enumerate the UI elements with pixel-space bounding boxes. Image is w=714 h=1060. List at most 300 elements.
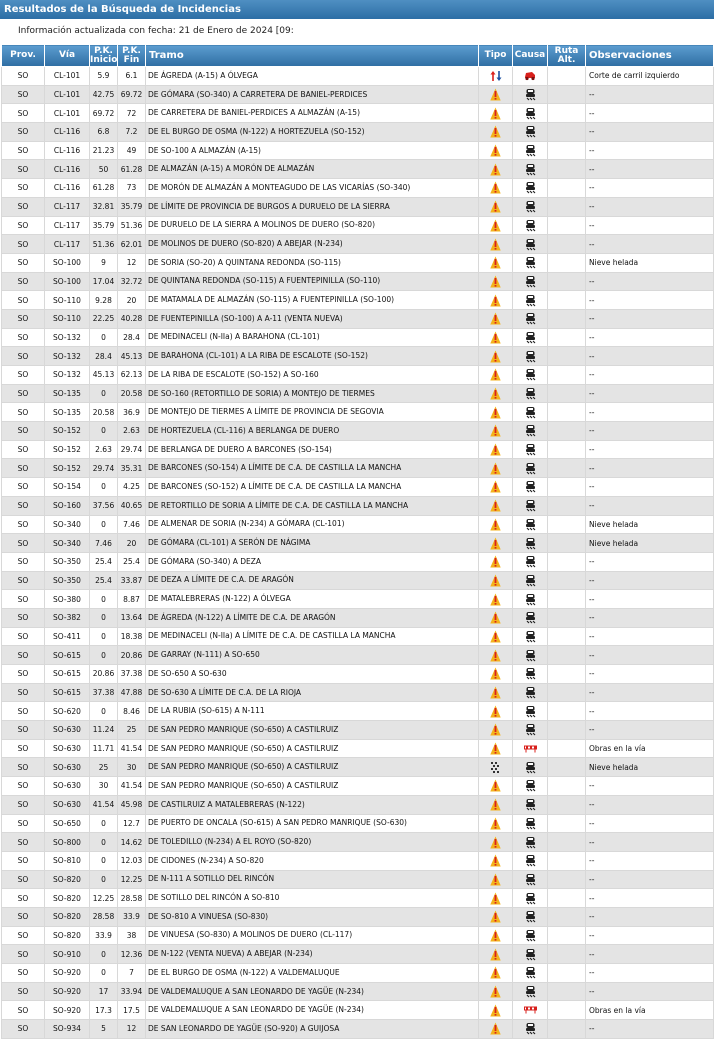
warning-icon[interactable] — [479, 294, 512, 307]
cell-ruta-alt — [548, 571, 586, 590]
table-row[interactable] — [2, 552, 714, 571]
cell-ruta-alt — [548, 216, 586, 235]
cell-ruta-alt — [548, 851, 586, 870]
chains-required-icon[interactable] — [513, 667, 547, 680]
cell-tipo — [479, 253, 513, 272]
cell-ruta-alt — [548, 870, 586, 889]
cell-tipo — [479, 964, 513, 983]
cell-tramo: DE ALMAZÁN (A-15) A MORÓN DE ALMAZÁN — [146, 160, 479, 179]
header-causa[interactable]: Causa — [513, 45, 548, 67]
cell-tramo: DE MATALEBRERAS (N-122) A ÓLVEGA — [146, 590, 479, 609]
table-row[interactable] — [2, 366, 714, 385]
cell-via: SO-110 — [45, 309, 90, 328]
chains-required-icon[interactable] — [513, 368, 547, 381]
cell-pk-inicio: 37.38 — [90, 683, 118, 702]
table-row[interactable] — [2, 179, 714, 198]
table-row[interactable] — [2, 309, 714, 328]
table-row[interactable] — [2, 683, 714, 702]
chains-required-icon[interactable] — [513, 910, 547, 923]
cell-tipo — [479, 721, 513, 740]
warning-icon[interactable] — [479, 686, 512, 699]
warning-icon[interactable] — [479, 574, 512, 587]
warning-icon[interactable] — [479, 181, 512, 194]
cell-pk-inicio: 21.23 — [90, 141, 118, 160]
table-row[interactable] — [2, 347, 714, 366]
chains-required-icon[interactable] — [513, 705, 547, 718]
cell-causa — [513, 665, 548, 684]
warning-icon[interactable] — [479, 779, 512, 792]
warning-icon[interactable] — [479, 537, 512, 550]
table-row[interactable] — [2, 384, 714, 403]
chains-required-icon[interactable] — [513, 312, 547, 325]
warning-icon[interactable] — [479, 667, 512, 680]
chains-required-icon[interactable] — [513, 854, 547, 867]
chains-required-icon[interactable] — [513, 649, 547, 662]
cell-pk-fin: 8.87 — [118, 590, 146, 609]
cell-causa — [513, 926, 548, 945]
cell-tramo: DE VALDEMALUQUE A SAN LEONARDO DE YAGÜE (N-234) — [146, 982, 479, 1001]
table-row[interactable] — [2, 272, 714, 291]
cell-tipo — [479, 440, 513, 459]
cell-ruta-alt — [548, 328, 586, 347]
cell-via: SO-920 — [45, 964, 90, 983]
warning-icon[interactable] — [479, 1004, 512, 1017]
cell-tramo: DE GÓMARA (CL-101) A SERÓN DE NÁGIMA — [146, 534, 479, 553]
cell-observaciones: -- — [586, 366, 714, 385]
chains-required-icon[interactable] — [513, 873, 547, 886]
warning-icon[interactable] — [479, 985, 512, 998]
warning-icon[interactable] — [479, 910, 512, 923]
cell-pk-fin: 20 — [118, 291, 146, 310]
cell-via: SO-132 — [45, 366, 90, 385]
table-row[interactable] — [2, 104, 714, 123]
cell-causa — [513, 646, 548, 665]
cell-tipo — [479, 478, 513, 497]
cell-via: SO-340 — [45, 534, 90, 553]
cell-via: SO-620 — [45, 702, 90, 721]
cell-ruta-alt — [548, 758, 586, 777]
table-row[interactable] — [2, 758, 714, 777]
cell-pk-inicio: 28.4 — [90, 347, 118, 366]
chains-required-icon[interactable] — [513, 125, 547, 138]
cell-observaciones: -- — [586, 104, 714, 123]
cell-prov: SO — [2, 851, 45, 870]
warning-icon[interactable] — [479, 387, 512, 400]
table-row[interactable] — [2, 739, 714, 758]
chains-required-icon[interactable] — [513, 798, 547, 811]
accident-car-icon[interactable] — [513, 70, 547, 81]
warning-icon[interactable] — [479, 144, 512, 157]
table-row[interactable] — [2, 608, 714, 627]
cell-ruta-alt — [548, 440, 586, 459]
cell-via: SO-650 — [45, 814, 90, 833]
warning-icon[interactable] — [479, 88, 512, 101]
cell-ruta-alt — [548, 926, 586, 945]
table-row[interactable] — [2, 85, 714, 104]
warning-icon[interactable] — [479, 630, 512, 643]
cell-pk-inicio: 0 — [90, 328, 118, 347]
table-row[interactable] — [2, 982, 714, 1001]
header-tipo[interactable]: Tipo — [479, 45, 513, 67]
warning-icon[interactable] — [479, 200, 512, 213]
table-row[interactable] — [2, 496, 714, 515]
cell-ruta-alt — [548, 123, 586, 142]
cell-causa — [513, 67, 548, 86]
cell-via: SO-152 — [45, 422, 90, 441]
table-row[interactable] — [2, 1001, 714, 1020]
roadworks-barrier-icon[interactable] — [513, 1006, 547, 1014]
header-ruta-alt[interactable]: Ruta Alt. — [548, 45, 586, 67]
chains-required-icon[interactable] — [513, 480, 547, 493]
chains-required-icon[interactable] — [513, 966, 547, 979]
table-row[interactable] — [2, 964, 714, 983]
cell-observaciones: -- — [586, 870, 714, 889]
chains-required-icon[interactable] — [513, 723, 547, 736]
chains-required-icon[interactable] — [513, 948, 547, 961]
warning-icon[interactable] — [479, 593, 512, 606]
warning-icon[interactable] — [479, 929, 512, 942]
chains-required-icon[interactable] — [513, 219, 547, 232]
chains-required-icon[interactable] — [513, 985, 547, 998]
cell-prov: SO — [2, 235, 45, 254]
chains-required-icon[interactable] — [513, 929, 547, 942]
warning-icon[interactable] — [479, 854, 512, 867]
chains-required-icon[interactable] — [513, 499, 547, 512]
cell-causa — [513, 627, 548, 646]
cell-observaciones: -- — [586, 964, 714, 983]
chains-required-icon[interactable] — [513, 574, 547, 587]
chains-required-icon[interactable] — [513, 275, 547, 288]
cell-tramo: DE ÁGREDA (N-122) A LÍMITE DE C.A. DE ARAGÓN — [146, 608, 479, 627]
cell-via: SO-810 — [45, 851, 90, 870]
header-prov[interactable]: Prov. — [2, 45, 45, 67]
cell-tramo: DE SAN PEDRO MANRIQUE (SO-650) A CASTILRUIZ — [146, 777, 479, 796]
cell-via: CL-116 — [45, 141, 90, 160]
cell-pk-fin: 33.87 — [118, 571, 146, 590]
cell-tramo: DE SAN LEONARDO DE YAGÜE (SO-920) A GUIJOSA — [146, 1020, 479, 1039]
cell-causa — [513, 309, 548, 328]
table-row[interactable] — [2, 627, 714, 646]
warning-icon[interactable] — [479, 499, 512, 512]
cell-pk-fin: 38 — [118, 926, 146, 945]
table-row[interactable] — [2, 253, 714, 272]
cell-ruta-alt — [548, 646, 586, 665]
table-row[interactable] — [2, 571, 714, 590]
chains-required-icon[interactable] — [513, 181, 547, 194]
cell-tipo — [479, 926, 513, 945]
cell-via: CL-116 — [45, 123, 90, 142]
warning-icon[interactable] — [479, 892, 512, 905]
warning-icon[interactable] — [479, 518, 512, 531]
chains-required-icon[interactable] — [513, 836, 547, 849]
cell-pk-inicio: 25.4 — [90, 552, 118, 571]
cell-observaciones: -- — [586, 1020, 714, 1039]
cell-pk-fin: 17.5 — [118, 1001, 146, 1020]
cell-pk-inicio: 69.72 — [90, 104, 118, 123]
header-via[interactable]: Vía — [45, 45, 90, 67]
table-row[interactable] — [2, 814, 714, 833]
chains-required-icon[interactable] — [513, 256, 547, 269]
warning-icon[interactable] — [479, 219, 512, 232]
warning-icon[interactable] — [479, 966, 512, 979]
cell-causa — [513, 608, 548, 627]
cell-tipo — [479, 982, 513, 1001]
cell-pk-fin: 18.38 — [118, 627, 146, 646]
chains-required-icon[interactable] — [513, 144, 547, 157]
chains-required-icon[interactable] — [513, 200, 547, 213]
table-row[interactable] — [2, 235, 714, 254]
cell-tipo — [479, 309, 513, 328]
two-way-traffic-icon[interactable] — [479, 70, 512, 82]
table-row[interactable] — [2, 889, 714, 908]
cell-causa — [513, 459, 548, 478]
cell-via: SO-800 — [45, 833, 90, 852]
chains-required-icon[interactable] — [513, 462, 547, 475]
chains-required-icon[interactable] — [513, 555, 547, 568]
table-row[interactable] — [2, 945, 714, 964]
cell-tramo: DE MEDINACELI (N-IIa) A BARAHONA (CL-101) — [146, 328, 479, 347]
chains-required-icon[interactable] — [513, 350, 547, 363]
warning-icon[interactable] — [479, 350, 512, 363]
table-row[interactable] — [2, 160, 714, 179]
warning-icon[interactable] — [479, 406, 512, 419]
warning-icon[interactable] — [479, 368, 512, 381]
cell-observaciones: Nieve helada — [586, 515, 714, 534]
cell-tramo: DE SO-810 A VINUESA (SO-830) — [146, 907, 479, 926]
cell-tramo: DE HORTEZUELA (CL-116) A BERLANGA DE DUERO — [146, 422, 479, 441]
chains-required-icon[interactable] — [513, 686, 547, 699]
cell-pk-inicio: 9.28 — [90, 291, 118, 310]
table-row[interactable] — [2, 777, 714, 796]
table-row[interactable] — [2, 141, 714, 160]
warning-icon[interactable] — [479, 480, 512, 493]
table-row[interactable] — [2, 459, 714, 478]
cell-tipo — [479, 422, 513, 441]
cell-via: SO-920 — [45, 1001, 90, 1020]
cell-pk-fin: 36.9 — [118, 403, 146, 422]
table-row[interactable] — [2, 907, 714, 926]
warning-icon[interactable] — [479, 163, 512, 176]
warning-icon[interactable] — [479, 555, 512, 568]
cell-pk-inicio: 6.8 — [90, 123, 118, 142]
cell-via: SO-820 — [45, 907, 90, 926]
warning-icon[interactable] — [479, 836, 512, 849]
table-row[interactable] — [2, 665, 714, 684]
cell-via: SO-152 — [45, 440, 90, 459]
cell-tipo — [479, 496, 513, 515]
table-row[interactable] — [2, 328, 714, 347]
cell-prov: SO — [2, 291, 45, 310]
cell-tipo — [479, 123, 513, 142]
roadworks-barrier-icon[interactable] — [513, 745, 547, 753]
warning-icon[interactable] — [479, 1022, 512, 1035]
cell-tipo — [479, 197, 513, 216]
cell-via: CL-101 — [45, 67, 90, 86]
header-pk-fin[interactable]: P.K. Fin — [118, 45, 146, 67]
chains-required-icon[interactable] — [513, 518, 547, 531]
cell-pk-inicio: 11.71 — [90, 739, 118, 758]
cell-tipo — [479, 534, 513, 553]
warning-icon[interactable] — [479, 649, 512, 662]
cell-observaciones: Corte de carril izquierdo — [586, 67, 714, 86]
warning-icon[interactable] — [479, 275, 512, 288]
cell-observaciones: -- — [586, 627, 714, 646]
cell-observaciones: -- — [586, 777, 714, 796]
chains-required-icon[interactable] — [513, 761, 547, 774]
cell-pk-fin: 7.46 — [118, 515, 146, 534]
table-row[interactable] — [2, 926, 714, 945]
cell-causa — [513, 552, 548, 571]
table-row[interactable] — [2, 123, 714, 142]
cell-tipo — [479, 366, 513, 385]
table-row[interactable] — [2, 403, 714, 422]
chains-required-icon[interactable] — [513, 1022, 547, 1035]
chains-required-icon[interactable] — [513, 424, 547, 437]
table-row[interactable] — [2, 67, 714, 86]
cell-prov: SO — [2, 403, 45, 422]
warning-icon[interactable] — [479, 948, 512, 961]
chains-required-icon[interactable] — [513, 593, 547, 606]
cell-ruta-alt — [548, 627, 586, 646]
table-row[interactable] — [2, 1020, 714, 1039]
cell-via: SO-920 — [45, 982, 90, 1001]
cell-tramo: DE SOTILLO DEL RINCÓN A SO-810 — [146, 889, 479, 908]
cell-causa — [513, 272, 548, 291]
cell-tipo — [479, 216, 513, 235]
chains-required-icon[interactable] — [513, 406, 547, 419]
cell-prov: SO — [2, 384, 45, 403]
table-row[interactable] — [2, 216, 714, 235]
cell-pk-fin: 25.4 — [118, 552, 146, 571]
warning-icon[interactable] — [479, 742, 512, 755]
warning-icon[interactable] — [479, 125, 512, 138]
cell-pk-fin: 28.58 — [118, 889, 146, 908]
table-row[interactable] — [2, 646, 714, 665]
table-row[interactable] — [2, 721, 714, 740]
cell-tramo: DE GÓMARA (SO-340) A DEZA — [146, 552, 479, 571]
chains-required-icon[interactable] — [513, 163, 547, 176]
cell-tipo — [479, 795, 513, 814]
cell-pk-fin: 73 — [118, 179, 146, 198]
cell-pk-fin: 8.46 — [118, 702, 146, 721]
table-row[interactable] — [2, 515, 714, 534]
chains-required-icon[interactable] — [513, 537, 547, 550]
cell-observaciones: -- — [586, 478, 714, 497]
chains-required-icon[interactable] — [513, 443, 547, 456]
chains-required-icon[interactable] — [513, 331, 547, 344]
cell-pk-inicio: 5 — [90, 1020, 118, 1039]
cell-via: SO-615 — [45, 646, 90, 665]
cell-prov: SO — [2, 216, 45, 235]
chains-required-icon[interactable] — [513, 387, 547, 400]
cell-ruta-alt — [548, 272, 586, 291]
cell-pk-fin: 33.94 — [118, 982, 146, 1001]
cell-pk-fin: 6.1 — [118, 67, 146, 86]
table-row[interactable] — [2, 440, 714, 459]
cell-prov: SO — [2, 123, 45, 142]
table-row[interactable] — [2, 833, 714, 852]
warning-icon[interactable] — [479, 424, 512, 437]
table-row[interactable] — [2, 870, 714, 889]
cell-observaciones: -- — [586, 235, 714, 254]
warning-icon[interactable] — [479, 107, 512, 120]
table-row[interactable] — [2, 478, 714, 497]
warning-icon[interactable] — [479, 798, 512, 811]
cell-tipo — [479, 552, 513, 571]
chains-required-icon[interactable] — [513, 611, 547, 624]
warning-icon[interactable] — [479, 443, 512, 456]
warning-icon[interactable] — [479, 873, 512, 886]
chains-required-icon[interactable] — [513, 107, 547, 120]
cell-pk-fin: 12 — [118, 253, 146, 272]
cell-ruta-alt — [548, 608, 586, 627]
warning-icon[interactable] — [479, 723, 512, 736]
cell-via: SO-820 — [45, 889, 90, 908]
table-row[interactable] — [2, 795, 714, 814]
cell-pk-inicio: 22.25 — [90, 309, 118, 328]
warning-icon[interactable] — [479, 611, 512, 624]
cell-observaciones: -- — [586, 179, 714, 198]
cell-causa — [513, 721, 548, 740]
chains-required-icon[interactable] — [513, 779, 547, 792]
cell-causa — [513, 478, 548, 497]
cell-observaciones: -- — [586, 552, 714, 571]
cell-tipo — [479, 179, 513, 198]
cell-tipo — [479, 814, 513, 833]
cell-pk-fin: 61.28 — [118, 160, 146, 179]
table-row[interactable] — [2, 197, 714, 216]
cell-causa — [513, 907, 548, 926]
cell-tipo — [479, 739, 513, 758]
warning-icon[interactable] — [479, 256, 512, 269]
table-row[interactable] — [2, 851, 714, 870]
chains-required-icon[interactable] — [513, 294, 547, 307]
warning-icon[interactable] — [479, 331, 512, 344]
warning-icon[interactable] — [479, 238, 512, 251]
chains-required-icon[interactable] — [513, 817, 547, 830]
cell-observaciones: -- — [586, 197, 714, 216]
table-row[interactable] — [2, 590, 714, 609]
table-row[interactable] — [2, 534, 714, 553]
cell-via: SO-630 — [45, 739, 90, 758]
chains-required-icon[interactable] — [513, 630, 547, 643]
chains-required-icon[interactable] — [513, 88, 547, 101]
cell-prov: SO — [2, 179, 45, 198]
cell-causa — [513, 384, 548, 403]
cell-prov: SO — [2, 515, 45, 534]
cell-pk-inicio: 9 — [90, 253, 118, 272]
warning-icon[interactable] — [479, 312, 512, 325]
warning-icon[interactable] — [479, 705, 512, 718]
cell-prov: SO — [2, 104, 45, 123]
chains-required-icon[interactable] — [513, 238, 547, 251]
header-tramo[interactable]: Tramo — [146, 45, 479, 67]
warning-icon[interactable] — [479, 817, 512, 830]
table-row[interactable] — [2, 422, 714, 441]
cell-pk-inicio: 5.9 — [90, 67, 118, 86]
header-observaciones[interactable]: Observaciones — [586, 45, 714, 67]
cell-via: SO-630 — [45, 758, 90, 777]
cell-tramo: DE VINUESA (SO-830) A MOLINOS DE DUERO (CL-117) — [146, 926, 479, 945]
header-pk-inicio[interactable]: P.K. Inicio — [90, 45, 118, 65]
snow-icon[interactable] — [479, 761, 512, 774]
chains-required-icon[interactable] — [513, 892, 547, 905]
cell-pk-fin: 12 — [118, 1020, 146, 1039]
cell-observaciones: -- — [586, 814, 714, 833]
warning-icon[interactable] — [479, 462, 512, 475]
table-row[interactable] — [2, 702, 714, 721]
table-row[interactable] — [2, 291, 714, 310]
